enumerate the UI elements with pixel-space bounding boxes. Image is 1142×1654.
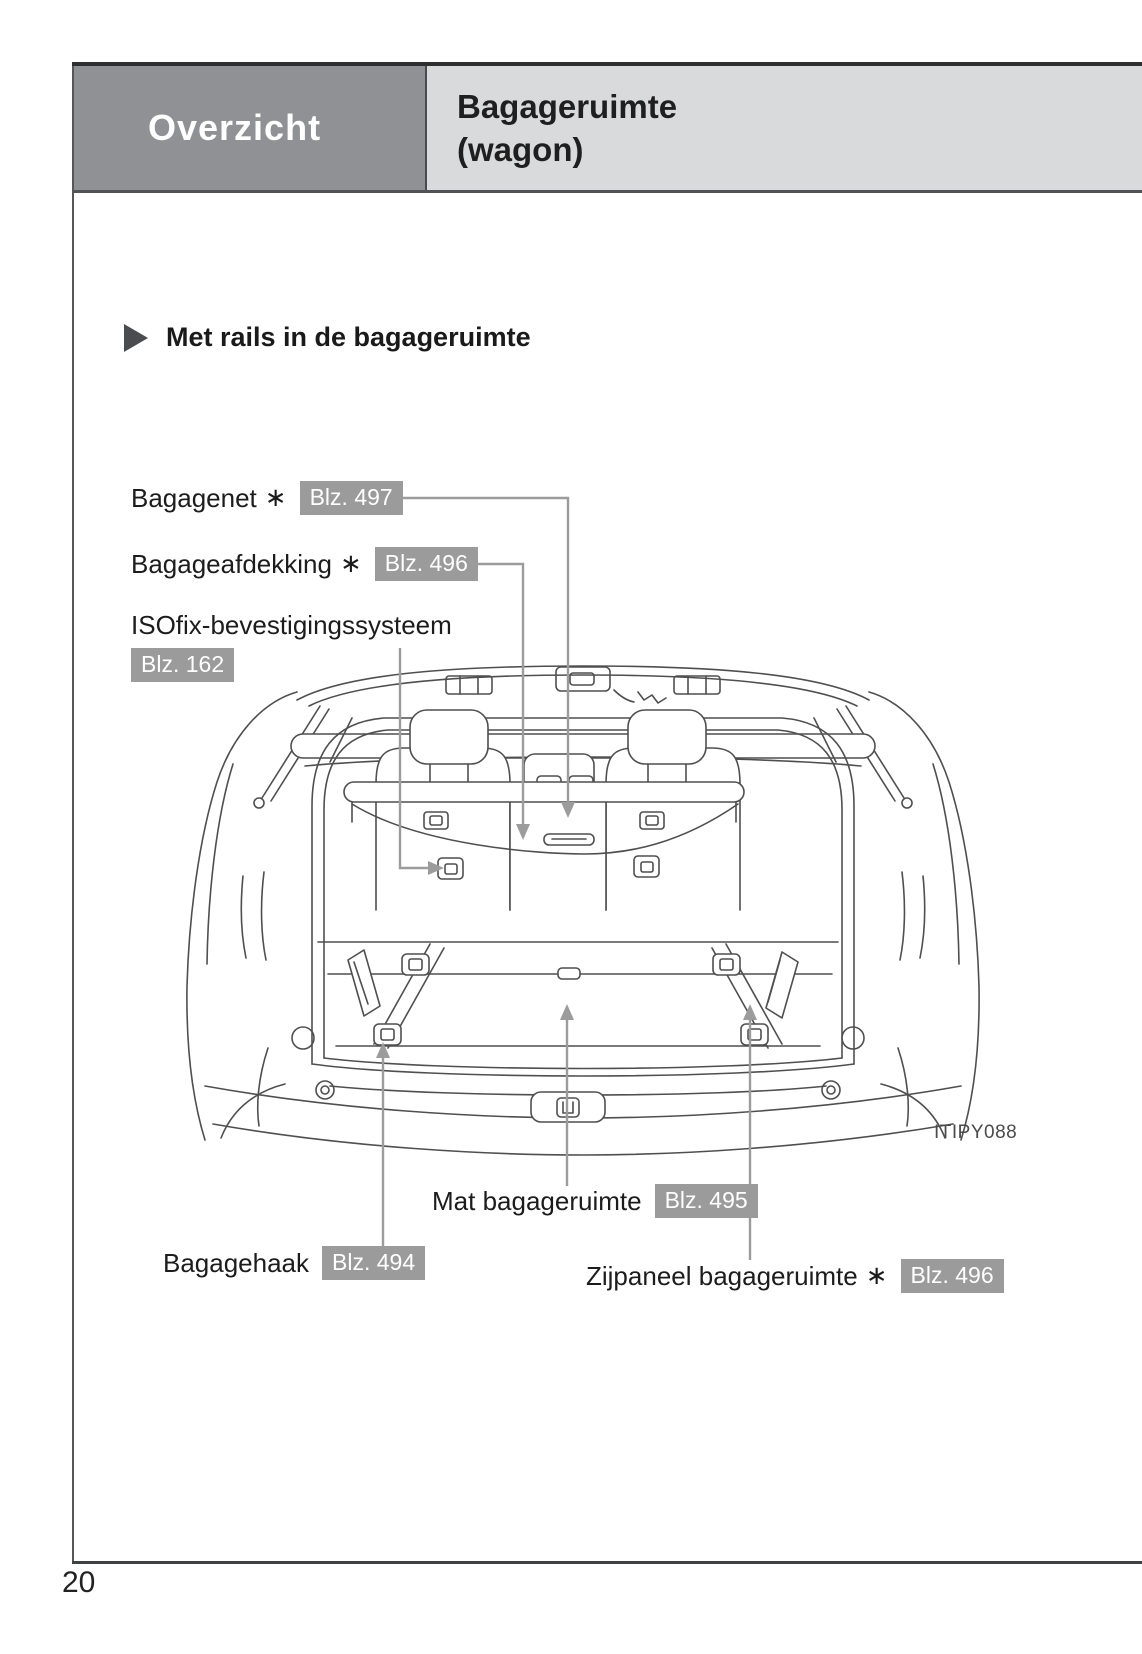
page-title-line1: Bagageruimte: [457, 88, 678, 125]
asterisk-mark: ∗: [865, 1261, 888, 1291]
page-ref-badge: Blz. 494: [322, 1246, 425, 1280]
figure-code: ITIPY088: [934, 1122, 1018, 1143]
callout-mat: [432, 1184, 758, 1218]
car-rear-drawing: [187, 666, 979, 1155]
page-number: 20: [62, 1566, 96, 1599]
page-ref-badge: Blz. 162: [131, 648, 234, 682]
callout-isofix-text: [131, 610, 452, 641]
variant-heading-text: Met rails in de bagageruimte: [166, 322, 531, 352]
callout-text: Bagagenet: [131, 482, 257, 513]
callout-zijpaneel: [586, 1259, 1004, 1293]
callout-text: Bagageafdekking: [131, 548, 332, 579]
asterisk-mark: ∗: [339, 549, 362, 579]
page-ref-badge: Blz. 497: [300, 481, 403, 515]
callout-bagageafdekking: [131, 547, 478, 581]
page-ref-badge: Blz. 496: [375, 547, 478, 581]
section-title: Overzicht: [148, 107, 322, 148]
asterisk-mark: ∗: [264, 483, 287, 513]
callout-text: Mat bagageruimte: [432, 1185, 642, 1216]
callout-bagagenet: [131, 481, 403, 515]
callout-text: Bagagehaak: [163, 1247, 310, 1278]
page-ref-badge: Blz. 496: [901, 1259, 1004, 1293]
callout-text: ISOfix-bevestigingssysteem: [131, 610, 452, 640]
callout-isofix-badge: [131, 648, 234, 682]
callout-text: Zijpaneel bagageruimte: [586, 1260, 858, 1291]
callout-bagagehaak: [163, 1246, 425, 1280]
page-title-line2: (wagon): [457, 131, 584, 168]
page-ref-badge: Blz. 495: [655, 1184, 758, 1218]
